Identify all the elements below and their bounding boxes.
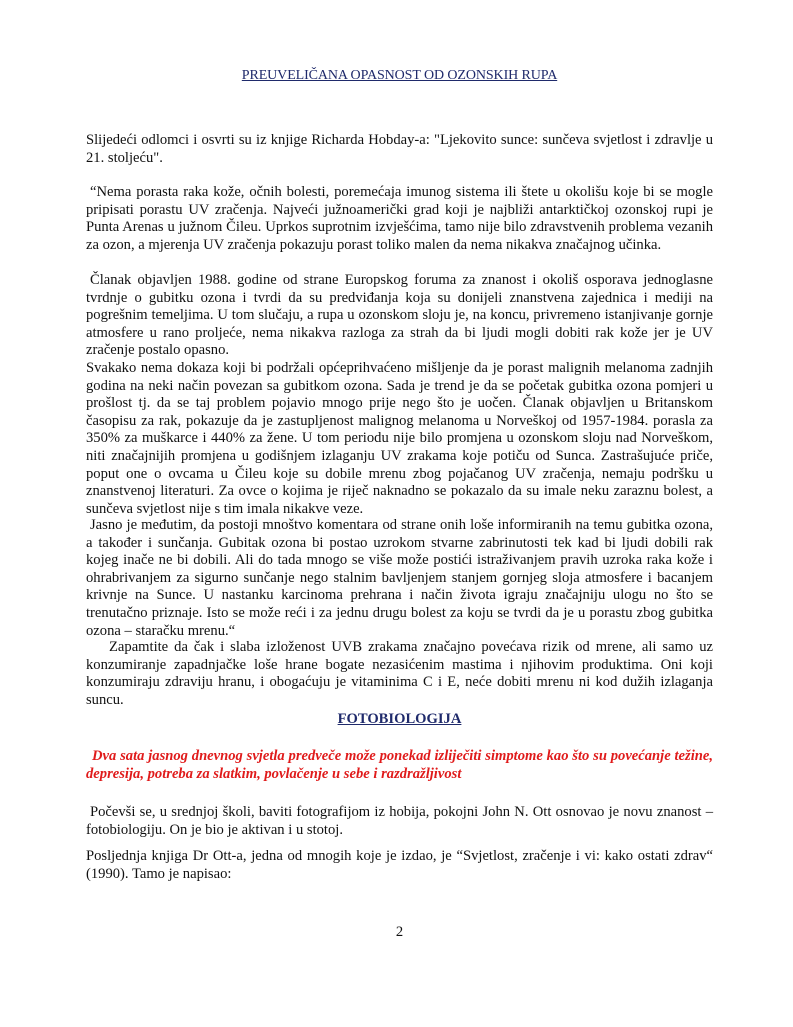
- highlight-statement: Dva sata jasnog dnevnog svjetla predveče može ponekad izliječiti simptome kao što su povećanje težine, depresija, potreba za slatkim, povlačenje u sebe i razdražljivost: [86, 748, 713, 782]
- quote-paragraph-ozone-comments: Jasno je međutim, da postoji mnoštvo komentara od strane onih loše informiranih na temu gubitka ozona, a također i sunčanja. Gubitak ozona bi postao uzrokom stvarne zabrinutosti tek kad bi ljudi dobili rak kojeg inače ne bi dobili. Ali do tada mnogo se više može postići istraživanjem pravih uzroka raka kože i ohrabrivanjem za sigurno sunčanje nego stalnim bavljenjem stanjem gornjeg sloja atmosfere i bacanjem krivnje na Sunce. U nastanku karcinoma prehrana i način života igraju značajniju ulogu no što se trenutačno priznaje. Isto se može reći i za jednu drugu bolest za koju se tvrdi da je u porastu zbog gubitka ozona – staračku mrenu.“: [86, 517, 713, 639]
- paragraph-john-ott: Počevši se, u srednjoj školi, baviti fotografijom iz hobija, pokojni John N. Ott osnovao je novu znanost – fotobiologiju. On je bio je aktivan i u stotoj.: [86, 804, 713, 838]
- document-title: PREUVELIČANA OPASNOST OD OZONSKIH RUPA: [241, 68, 558, 83]
- quote-paragraph-melanoma: Svakako nema dokaza koji bi podržali općeprihvaćeno mišljenje da je porast malignih melanoma zadnjih godina na neki način povezan sa gubitkom ozona. Sada je trend je da se početak gubitka ozona pomjeri u prošlost tj. da se taj problem pojavio mnogo prije nego što je uočen. Članak objavljen u Britanskom časopisu za rak, pokazuje da je zastupljenost malignog melanoma u Norveškoj od 1957-1984. porasla za 350% za muškarce i 440% za žene. U tom periodu nije bilo promjena u ozonskom sloju nad Norveškom, niti značajnijih promjena u godišnjem izlaganju UV zrakama koje potiču od Sunca. Zastrašujuće priče, poput one o ovcama u Čileu koje su dobile mrenu zbog pojačanog UV zračenja, nemaju podršku u znanstvenoj literaturi. Za ovce o kojima je riječ naknadno se pokazalo da su imale neku zaraznu bolest, a sunčeva svjetlost nije s tim imala nikakve veze.: [86, 360, 713, 517]
- page-number: 2: [395, 924, 404, 940]
- quote-paragraph-european-forum: Članak objavljen 1988. godine od strane Europskog foruma za znanost i okoliš osporava jednoglasne tvrdnje o gubitku ozona i tvrdi da su predviđanja koja su donijeli znanstvena zajednica i mediji na pogrešnim temeljima. U tom slučaju, a rupa u ozonskom sloju je, na koncu, privremeno istanjivanje gornje atmosfere u rano proljeće, nema nikakva razloga za strah da bi ljudi mogli dobiti rak kože jer je UV zračenje postalo opasno.: [86, 272, 713, 359]
- section-heading-fotobiologija: FOTOBIOLOGIJA: [337, 711, 462, 727]
- paragraph-dr-ott-book: Posljednja knjiga Dr Ott-a, jedna od mnogih koje je izdao, je “Svjetlost, zračenje i vi: kako ostati zdrav“ (1990). Tamo je napisao:: [86, 848, 713, 882]
- quote-paragraph-punta-arenas: “Nema porasta raka kože, očnih bolesti, poremećaja imunog sistema ili štete u okolišu koje bi se mogle pripisati porastu UV zračenja. Najveći južnoamerički grad koji je najbliži antarktičkoj ozonskoj rupi je Punta Arenas u južnom Čileu. Uprkos suprotnim izvješćima, tamo nije bilo zdravstvenih problema vezanih za ozon, a mjerenja UV zračenja pokazuju porast toliko malen da nema nikakva značajnog učinka.: [86, 184, 713, 253]
- intro-paragraph: Slijedeći odlomci i osvrti su iz knjige Richarda Hobday-a: "Ljekovito sunce: sunčeva svjetlost i zdravlje u 21. stoljeću".: [86, 132, 713, 166]
- paragraph-uvb-cataract: Zapamtite da čak i slaba izloženost UVB zrakama značajno povećava rizik od mrene, ali samo uz konzumiranje zapadnjačke loše hrane bogate nezasićenim mastima i njihovim produktima. Oni koji konzumiraju zdraviju hranu, i obogaćuju je vitaminima C i E, neće dobiti mrenu ni kod dužih izlaganja suncu.: [86, 639, 713, 708]
